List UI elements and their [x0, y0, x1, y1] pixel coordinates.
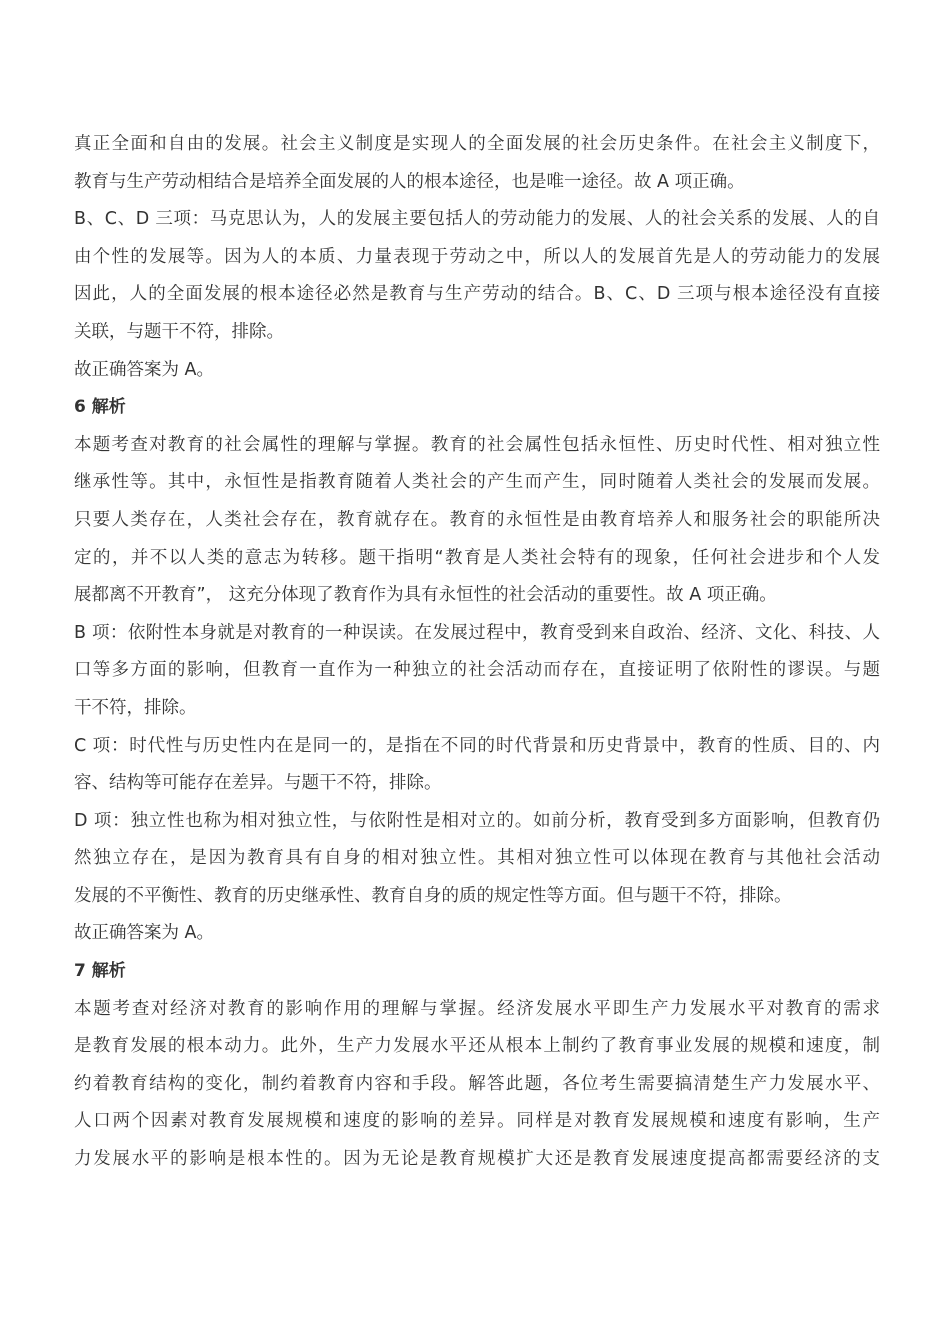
text-line: 本题考查对经济对教育的影响作用的理解与掌握。经济发展水平即生产力发展水平对教育的需求 — [74, 998, 880, 1019]
text-line: 是教育发展的根本动力。此外，生产力发展水平还从根本上制约了教育事业发展的规模和速度，制 — [74, 1036, 880, 1057]
text-line: D 项：独立性也称为相对独立性，与依附性是相对立的。如前分析，教育受到多方面影响，但教育仍 — [74, 810, 880, 831]
text-line: 发展的不平衡性、教育的历史继承性、教育自身的质的规定性等方面。但与题干不符，排除。 — [74, 885, 792, 906]
text-line: 然独立存在，是因为教育具有自身的相对独立性。其相对独立性可以体现在教育与其他社会活动 — [74, 848, 880, 869]
text-line: 由个性的发展等。因为人的本质、力量表现于劳动之中，所以人的发展首先是人的劳动能力的发展 — [74, 246, 880, 267]
text-line: 真正全面和自由的发展。社会主义制度是实现人的全面发展的社会历史条件。在社会主义制度下， — [74, 134, 880, 154]
text-line: 继承性等。其中，永恒性是指教育随着人类社会的产生而产生，同时随着人类社会的发展而发展。 — [74, 472, 880, 493]
text-line: 定的，并不以人类的意志为转移。题干指明“教育是人类社会特有的现象，任何社会进步和个人发 — [74, 547, 880, 568]
text-line: 因此，人的全面发展的根本途径必然是教育与生产劳动的结合。B、C、D 三项与根本途径没有直接 — [74, 284, 880, 305]
text-line: 教育与生产劳动相结合是培养全面发展的人的根本途径，也是唯一途径。故 A 项正确。 — [74, 171, 745, 192]
text-line: B 项：依附性本身就是对教育的一种误读。在发展过程中，教育受到来自政治、经济、文化、科技、人 — [74, 622, 880, 643]
text-line: 人口两个因素对教育发展规模和速度的影响的差异。同样是对教育发展规模和速度有影响，生产 — [74, 1111, 880, 1132]
text-line: C 项：时代性与历史性内在是同一的，是指在不同的时代背景和历史背景中，教育的性质、目的、内 — [74, 735, 880, 756]
section-heading: 6 解析 — [74, 397, 126, 418]
text-line: 展都离不开教育”， 这充分体现了教育作为具有永恒性的社会活动的重要性。故 A 项正确。 — [74, 585, 777, 606]
text-line: 口等多方面的影响，但教育一直作为一种独立的社会活动而存在，直接证明了依附性的谬误。与题 — [74, 660, 880, 681]
text-line: 只要人类存在，人类社会存在，教育就存在。教育的永恒性是由教育培养人和服务社会的职能所决 — [74, 509, 880, 530]
text-line: 本题考查对教育的社会属性的理解与掌握。教育的社会属性包括永恒性、历史时代性、相对独立性 — [74, 434, 880, 455]
text-line: 干不符，排除。 — [74, 697, 197, 718]
text-line: 故正确答案为 A。 — [74, 923, 215, 944]
text-line: 力发展水平的影响是根本性的。因为无论是教育规模扩大还是教育发展速度提高都需要经济的支 — [74, 1149, 880, 1170]
text-line: 约着教育结构的变化，制约着教育内容和手段。解答此题，各位考生需要搞清楚生产力发展水平、 — [74, 1073, 880, 1094]
document-page — [74, 126, 880, 1179]
text-line: 故正确答案为 A。 — [74, 359, 215, 380]
text-line: 关联，与题干不符，排除。 — [74, 321, 284, 342]
section-heading: 7 解析 — [74, 961, 126, 982]
text-line: B、C、D 三项：马克思认为，人的发展主要包括人的劳动能力的发展、人的社会关系的发展、人的自 — [74, 209, 880, 230]
text-line: 容、结构等可能存在差异。与题干不符，排除。 — [74, 773, 442, 794]
